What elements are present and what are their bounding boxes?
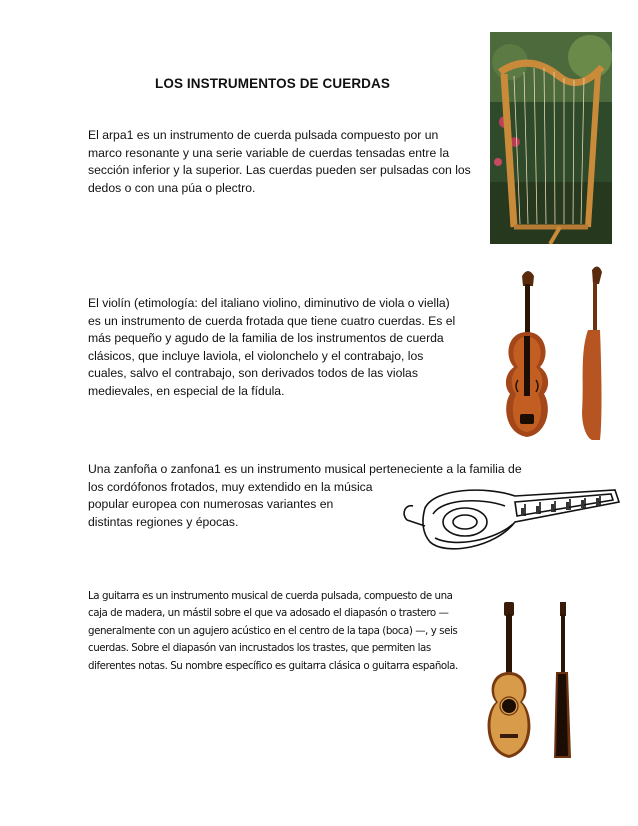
guitar-line: La guitarra es un instrumento musical de cuerda pulsada, compuesto de una <box>88 590 453 602</box>
violin-line: clásicos, que incluye laviola, el violonchelo y el contrabajo, los <box>88 348 424 363</box>
hurdy-gurdy-line: distintas regiones y épocas. <box>88 514 239 529</box>
hurdy-gurdy-line: Una zanfoña o zanfona1 es un instrumento musical perteneciente a la familia de <box>88 462 522 476</box>
guitar-line: caja de madera, un mástil sobre el que va adosado el diapasón o trastero — <box>88 607 449 620</box>
harp-line: sección inferior y la superior. Las cuerdas pueden ser pulsadas con los <box>88 163 471 178</box>
violin-line: más pequeño y agudo de la familia de los instrumentos de cuerda <box>88 331 444 346</box>
hurdy-gurdy-image <box>395 478 623 566</box>
violin-image <box>492 262 612 446</box>
harp-paragraph <box>88 127 488 197</box>
guitar-line: generalmente con un agujero acústico en el centro de la tapa (boca) —, y seis <box>88 624 458 637</box>
guitar-line: cuerdas. Sobre el diapasón van incrustados los trastes, que permiten las <box>88 642 431 655</box>
harp-line: El arpa1 es un instrumento de cuerda pulsada compuesto por un <box>88 128 439 142</box>
harp-image <box>490 32 612 244</box>
violin-line: es un instrumento de cuerda frotada que tiene cuatro cuerdas. Es el <box>88 313 456 328</box>
violin-line: medievales, en especial de la fídula. <box>88 383 285 398</box>
hurdy-gurdy-line: popular europea con numerosas variantes en <box>88 497 334 512</box>
violin-line: El violín (etimología: del italiano violino, diminutivo de viola o viella) <box>88 296 450 310</box>
harp-line: marco resonante y una serie variable de cuerdas tensadas entre la <box>88 145 450 160</box>
violin-paragraph <box>88 295 483 401</box>
violin-line: cuales, salvo el contrabajo, son derivados todos de las violas <box>88 366 418 381</box>
harp-line: dedos o con una púa o plectro. <box>88 180 256 195</box>
hurdy-gurdy-line: los cordófonos frotados, muy extendido en la música <box>88 479 373 494</box>
guitar-image <box>478 602 578 762</box>
guitar-paragraph <box>88 588 478 675</box>
guitar-line: diferentes notas. Su nombre específico es guitarra clásica o guitarra española. <box>88 659 458 672</box>
page-title: LOS INSTRUMENTOS DE CUERDAS <box>155 76 390 91</box>
